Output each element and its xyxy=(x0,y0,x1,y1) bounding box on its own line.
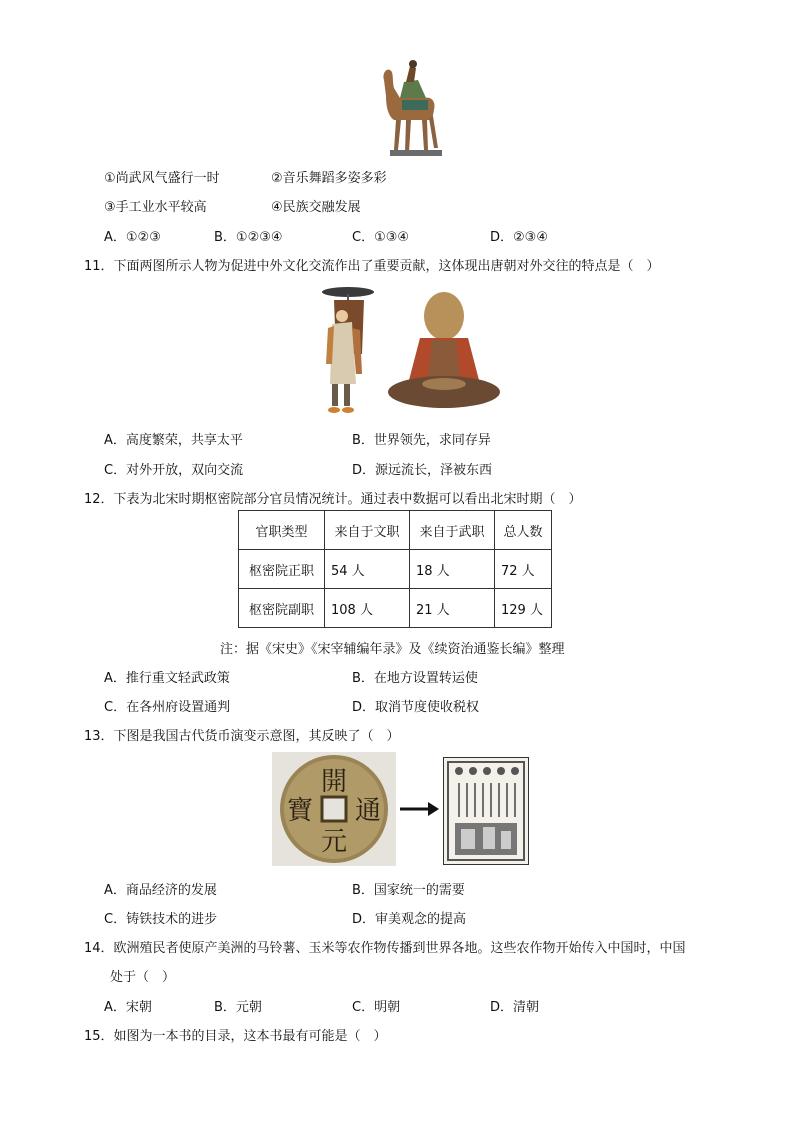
kaiyuan-coin-image xyxy=(272,752,396,866)
coin-char-left: 寶 xyxy=(286,796,314,826)
table-cell: 72 人 xyxy=(495,550,552,589)
coin-char-top: 開 xyxy=(320,767,348,797)
table-cell: 21 人 xyxy=(410,589,495,628)
q10-statement-2: ②音乐舞蹈多姿多彩 xyxy=(271,171,387,186)
table-cell: 129 人 xyxy=(495,589,552,628)
q10-option-d: D．②③④ xyxy=(490,230,548,245)
table-header-cell: 来自于武职 xyxy=(410,511,495,550)
q13-option-a: A．商品经济的发展 xyxy=(104,883,217,898)
table-cell: 54 人 xyxy=(325,550,410,589)
tang-sancai-camel-image xyxy=(374,58,444,160)
q11-option-a: A．高度繁荣，共享太平 xyxy=(104,433,243,448)
q11-option-d: D．源远流长，泽被东西 xyxy=(352,463,493,478)
xuanzang-figure-image xyxy=(318,284,378,416)
q11-option-b: B．世界领先，求同存异 xyxy=(352,433,491,448)
q14-option-b: B．元朝 xyxy=(214,1000,262,1015)
q10-option-a: A．①②③ xyxy=(104,230,161,245)
table-header-cell: 来自于文职 xyxy=(325,511,410,550)
q12-option-b: B．在地方设置转运使 xyxy=(352,671,478,686)
q10-statement-4: ④民族交融发展 xyxy=(271,200,361,215)
q13-option-c: C．铸铁技术的进步 xyxy=(104,912,218,927)
q11-stem: 11．下面两图所示人物为促进中外文化交流作出了重要贡献，这体现出唐朝对外交往的特点是（ ） xyxy=(84,259,660,274)
q14-option-a: A．宋朝 xyxy=(104,1000,152,1015)
coin-char-right: 通 xyxy=(354,796,382,826)
q12-stem: 12．下表为北宋时期枢密院部分官员情况统计。通过表中数据可以看出北宋时期（ ） xyxy=(84,492,582,507)
q10-statement-3: ③手工业水平较高 xyxy=(104,200,207,215)
table-row xyxy=(239,589,552,628)
q15-stem: 15．如图为一本书的目录，这本书最有可能是（ ） xyxy=(84,1029,387,1044)
q12-officials-table xyxy=(238,510,552,628)
q14-option-d: D．清朝 xyxy=(490,1000,540,1015)
q14-option-c: C．明朝 xyxy=(352,1000,401,1015)
q13-option-b: B．国家统一的需要 xyxy=(352,883,465,898)
arrow-right-icon xyxy=(398,800,440,818)
table-cell: 枢密院副职 xyxy=(239,589,325,628)
table-cell: 18 人 xyxy=(410,550,495,589)
q10-option-b: B．①②③④ xyxy=(214,230,283,245)
q12-table-note: 注：据《宋史》《宋宰辅编年录》及《续资治通鉴长编》整理 xyxy=(220,642,565,657)
q11-option-c: C．对外开放，双向交流 xyxy=(104,463,244,478)
table-row xyxy=(239,550,552,589)
q12-option-d: D．取消节度使收税权 xyxy=(352,700,480,715)
q10-statement-1: ①尚武风气盛行一时 xyxy=(104,171,220,186)
table-header-cell: 总人数 xyxy=(495,511,552,550)
jiaozi-paper-money-image xyxy=(443,757,529,865)
q13-stem: 13．下图是我国古代货币演变示意图，其反映了（ ） xyxy=(84,729,400,744)
q10-option-c: C．①③④ xyxy=(352,230,410,245)
table-cell: 枢密院正职 xyxy=(239,550,325,589)
jianzhen-statue-image xyxy=(386,288,502,410)
q12-option-c: C．在各州府设置通判 xyxy=(104,700,231,715)
q12-option-a: A．推行重文轻武政策 xyxy=(104,671,230,686)
q14-stem-line-2: 处于（ ） xyxy=(110,970,176,985)
table-header-row xyxy=(239,511,552,550)
q14-stem-line-1: 14．欧洲殖民者使原产美洲的马铃薯、玉米等农作物传播到世界各地。这些农作物开始传入中国时，中国 xyxy=(84,941,686,956)
table-header-cell: 官职类型 xyxy=(239,511,325,550)
q13-option-d: D．审美观念的提高 xyxy=(352,912,467,927)
table-cell: 108 人 xyxy=(325,589,410,628)
coin-char-bottom: 元 xyxy=(320,827,348,857)
